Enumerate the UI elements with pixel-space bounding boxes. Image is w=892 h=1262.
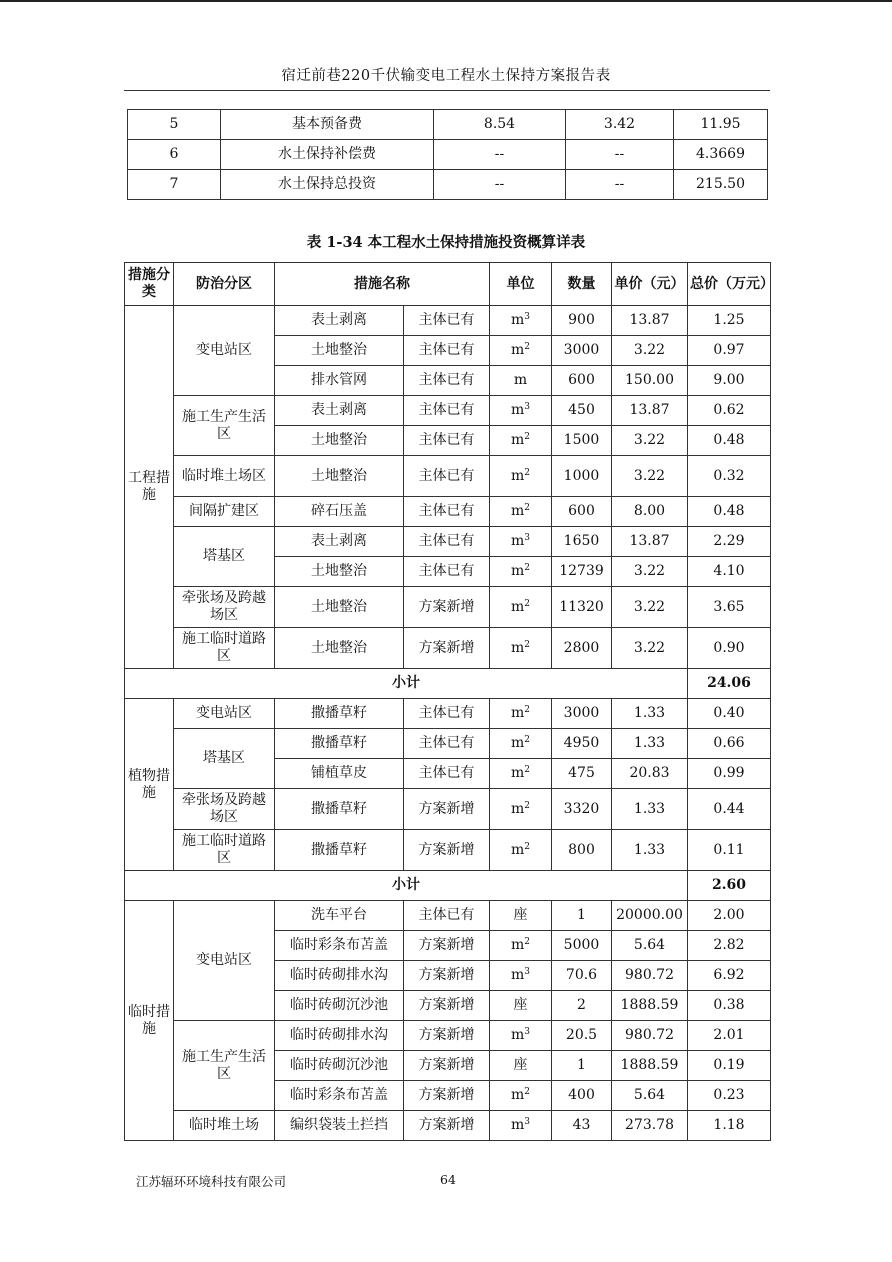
cost-value: --: [434, 140, 566, 170]
price-cell: 3.22: [612, 557, 688, 587]
measure-name: 临时砖砌沉沙池: [275, 1051, 404, 1081]
header-qty: 数量: [552, 263, 612, 306]
cost-total: 4.3669: [674, 140, 768, 170]
total-cell: 0.97: [688, 336, 771, 366]
zone-cell: 施工生产生活区: [174, 396, 275, 456]
header-zone: 防治分区: [174, 263, 275, 306]
total-cell: 0.32: [688, 456, 771, 497]
measure-source: 方案新增: [404, 931, 490, 961]
measure-source: 主体已有: [404, 557, 490, 587]
price-cell: 5.64: [612, 1081, 688, 1111]
price-cell: 3.22: [612, 456, 688, 497]
measure-source: 主体已有: [404, 366, 490, 396]
unit-cell: $m^3$: [490, 1021, 552, 1051]
unit-cell: $m^2$: [490, 426, 552, 456]
unit-cell: $m^2$: [490, 456, 552, 497]
category-cell: 临时措施: [125, 901, 174, 1141]
qty-cell: 1000: [552, 456, 612, 497]
price-cell: 980.72: [612, 1021, 688, 1051]
zone-cell: 间隔扩建区: [174, 497, 275, 527]
page-header-title: 宿迁前巷220千伏输变电工程水土保持方案报告表: [281, 68, 611, 84]
table-row: [128, 110, 768, 140]
total-cell: 2.82: [688, 931, 771, 961]
unit-cell: 座: [490, 1051, 552, 1081]
zone-cell: 牵张场及跨越场区: [174, 789, 275, 830]
unit-cell: $m^3$: [490, 1111, 552, 1141]
category-cell: 植物措施: [125, 699, 174, 871]
total-cell: 6.92: [688, 961, 771, 991]
total-cell: 0.62: [688, 396, 771, 426]
header-total: 总价（万元）: [688, 263, 771, 306]
summary-table: [127, 109, 768, 200]
measure-source: 方案新增: [404, 628, 490, 669]
price-cell: 3.22: [612, 587, 688, 628]
measure-name: 撒播草籽: [275, 729, 404, 759]
qty-cell: 400: [552, 1081, 612, 1111]
unit-cell: $m^2$: [490, 931, 552, 961]
cost-value: --: [566, 140, 674, 170]
measure-source: 主体已有: [404, 699, 490, 729]
zone-cell: 施工临时道路区: [174, 830, 275, 871]
table-row: [125, 789, 771, 830]
header-price: 单价（元）: [612, 263, 688, 306]
zone-cell: 临时堆土场区: [174, 456, 275, 497]
total-cell: 0.48: [688, 497, 771, 527]
qty-cell: 3000: [552, 699, 612, 729]
table-row: [125, 901, 771, 931]
unit-cell: 座: [490, 901, 552, 931]
measure-source: 主体已有: [404, 729, 490, 759]
total-cell: 0.11: [688, 830, 771, 871]
qty-cell: 800: [552, 830, 612, 871]
cost-total: 215.50: [674, 170, 768, 200]
qty-cell: 11320: [552, 587, 612, 628]
total-cell: 0.48: [688, 426, 771, 456]
measure-source: 方案新增: [404, 1081, 490, 1111]
zone-cell: 变电站区: [174, 699, 275, 729]
measure-source: 主体已有: [404, 759, 490, 789]
qty-cell: 2: [552, 991, 612, 1021]
price-cell: 3.22: [612, 628, 688, 669]
cost-value: 3.42: [566, 110, 674, 140]
unit-cell: $m^2$: [490, 729, 552, 759]
measure-source: 主体已有: [404, 527, 490, 557]
price-cell: 1888.59: [612, 1051, 688, 1081]
price-cell: 1.33: [612, 830, 688, 871]
zone-cell: 塔基区: [174, 729, 275, 789]
table-row: [125, 729, 771, 759]
measure-source: 方案新增: [404, 830, 490, 871]
total-cell: 0.90: [688, 628, 771, 669]
measure-name: 洗车平台: [275, 901, 404, 931]
qty-cell: 600: [552, 366, 612, 396]
total-cell: 3.65: [688, 587, 771, 628]
measure-source: 方案新增: [404, 1111, 490, 1141]
measure-source: 方案新增: [404, 961, 490, 991]
total-cell: 0.38: [688, 991, 771, 1021]
subtotal-row: [125, 871, 771, 901]
qty-cell: 3320: [552, 789, 612, 830]
zone-cell: 施工生产生活区: [174, 1021, 275, 1111]
qty-cell: 900: [552, 306, 612, 336]
qty-cell: 600: [552, 497, 612, 527]
price-cell: 3.22: [612, 426, 688, 456]
unit-cell: $m^2$: [490, 699, 552, 729]
measure-source: 主体已有: [404, 396, 490, 426]
top-border: [0, 0, 892, 2]
qty-cell: 1500: [552, 426, 612, 456]
category-cell: 工程措施: [125, 306, 174, 669]
unit-cell: $m^2$: [490, 336, 552, 366]
total-cell: 4.10: [688, 557, 771, 587]
header-unit: 单位: [490, 263, 552, 306]
unit-cell: $m^3$: [490, 961, 552, 991]
row-number: 5: [128, 110, 221, 140]
table-row: [125, 699, 771, 729]
measure-name: 铺植草皮: [275, 759, 404, 789]
measure-name: 临时砖砌排水沟: [275, 1021, 404, 1051]
unit-cell: $m^2$: [490, 759, 552, 789]
total-cell: 2.00: [688, 901, 771, 931]
cost-item: 基本预备费: [221, 110, 434, 140]
table-row: [128, 170, 768, 200]
measure-source: 方案新增: [404, 1051, 490, 1081]
price-cell: 1888.59: [612, 991, 688, 1021]
cost-value: --: [434, 170, 566, 200]
measure-name: 土地整治: [275, 587, 404, 628]
unit-cell: 座: [490, 991, 552, 1021]
measure-name: 土地整治: [275, 557, 404, 587]
unit-cell: $m^2$: [490, 830, 552, 871]
header-row: [125, 263, 771, 306]
qty-cell: 20.5: [552, 1021, 612, 1051]
table-row: [125, 587, 771, 628]
qty-cell: 43: [552, 1111, 612, 1141]
table-caption: 表 1-34 本工程水土保持措施投资概算详表: [306, 234, 586, 251]
measure-name: 临时彩条布苫盖: [275, 1081, 404, 1111]
row-number: 6: [128, 140, 221, 170]
measure-source: 主体已有: [404, 306, 490, 336]
unit-cell: $m^2$: [490, 789, 552, 830]
measure-name: 表土剥离: [275, 527, 404, 557]
qty-cell: 12739: [552, 557, 612, 587]
price-cell: 3.22: [612, 336, 688, 366]
measure-name: 撒播草籽: [275, 789, 404, 830]
measure-source: 主体已有: [404, 336, 490, 366]
qty-cell: 2800: [552, 628, 612, 669]
measure-name: 土地整治: [275, 336, 404, 366]
price-cell: 1.33: [612, 789, 688, 830]
total-cell: 0.66: [688, 729, 771, 759]
measure-source: 方案新增: [404, 587, 490, 628]
qty-cell: 450: [552, 396, 612, 426]
qty-cell: 1: [552, 1051, 612, 1081]
unit-cell: $m^2$: [490, 1081, 552, 1111]
total-cell: 0.44: [688, 789, 771, 830]
total-cell: 0.99: [688, 759, 771, 789]
total-cell: 1.25: [688, 306, 771, 336]
measure-source: 主体已有: [404, 497, 490, 527]
total-cell: 9.00: [688, 366, 771, 396]
cost-total: 11.95: [674, 110, 768, 140]
unit-cell: $m^3$: [490, 396, 552, 426]
qty-cell: 3000: [552, 336, 612, 366]
measure-source: 方案新增: [404, 991, 490, 1021]
measure-name: 临时彩条布苫盖: [275, 931, 404, 961]
price-cell: 20000.00: [612, 901, 688, 931]
cost-item: 水土保持补偿费: [221, 140, 434, 170]
measure-name: 表土剥离: [275, 306, 404, 336]
total-cell: 1.18: [688, 1111, 771, 1141]
measure-source: 主体已有: [404, 901, 490, 931]
measure-name: 编织袋装土拦挡: [275, 1111, 404, 1141]
measure-name: 排水管网: [275, 366, 404, 396]
unit-cell: $m^3$: [490, 527, 552, 557]
row-number: 7: [128, 170, 221, 200]
measure-name: 土地整治: [275, 426, 404, 456]
header-rule: [124, 90, 770, 91]
unit-cell: $m^2$: [490, 557, 552, 587]
page-number: 64: [440, 1172, 456, 1187]
price-cell: 1.33: [612, 699, 688, 729]
unit-cell: $m^2$: [490, 628, 552, 669]
subtotal-value: 2.60: [688, 871, 771, 901]
header-category: 措施分类: [125, 263, 174, 306]
total-cell: 0.23: [688, 1081, 771, 1111]
price-cell: 8.00: [612, 497, 688, 527]
cost-value: --: [566, 170, 674, 200]
subtotal-label: 小计: [125, 871, 688, 901]
table-row: [128, 140, 768, 170]
detail-table: [124, 262, 774, 1141]
qty-cell: 1650: [552, 527, 612, 557]
subtotal-label: 小计: [125, 669, 688, 699]
zone-cell: 牵张场及跨越场区: [174, 587, 275, 628]
price-cell: 13.87: [612, 306, 688, 336]
unit-cell: m: [490, 366, 552, 396]
price-cell: 5.64: [612, 931, 688, 961]
cost-item: 水土保持总投资: [221, 170, 434, 200]
table-row: [125, 306, 771, 336]
measure-source: 主体已有: [404, 426, 490, 456]
measure-name: 临时砖砌排水沟: [275, 961, 404, 991]
measure-source: 主体已有: [404, 456, 490, 497]
table-row: [125, 628, 771, 669]
unit-cell: $m^3$: [490, 306, 552, 336]
qty-cell: 70.6: [552, 961, 612, 991]
table-row: [125, 396, 771, 426]
measure-name: 碎石压盖: [275, 497, 404, 527]
zone-cell: 塔基区: [174, 527, 275, 587]
table-row: [125, 830, 771, 871]
zone-cell: 变电站区: [174, 901, 275, 1021]
table-row: [125, 1021, 771, 1051]
qty-cell: 1: [552, 901, 612, 931]
measure-source: 方案新增: [404, 1021, 490, 1051]
table-row: [125, 497, 771, 527]
measure-name: 撒播草籽: [275, 830, 404, 871]
measure-name: 土地整治: [275, 628, 404, 669]
price-cell: 20.83: [612, 759, 688, 789]
measure-source: 方案新增: [404, 789, 490, 830]
measure-name: 土地整治: [275, 456, 404, 497]
header-measure: 措施名称: [275, 263, 490, 306]
cost-value: 8.54: [434, 110, 566, 140]
total-cell: 0.40: [688, 699, 771, 729]
table-row: [125, 456, 771, 497]
subtotal-row: [125, 669, 771, 699]
subtotal-value: 24.06: [688, 669, 771, 699]
price-cell: 1.33: [612, 729, 688, 759]
zone-cell: 施工临时道路区: [174, 628, 275, 669]
measure-name: 表土剥离: [275, 396, 404, 426]
zone-cell: 临时堆土场: [174, 1111, 275, 1141]
table-row: [125, 527, 771, 557]
price-cell: 150.00: [612, 366, 688, 396]
unit-cell: $m^2$: [490, 497, 552, 527]
footer-company: 江苏辐环环境科技有限公司: [136, 1174, 287, 1189]
table-row: [125, 1111, 771, 1141]
price-cell: 980.72: [612, 961, 688, 991]
price-cell: 273.78: [612, 1111, 688, 1141]
measure-name: 临时砖砌沉沙池: [275, 991, 404, 1021]
zone-cell: 变电站区: [174, 306, 275, 396]
total-cell: 0.19: [688, 1051, 771, 1081]
unit-cell: $m^2$: [490, 587, 552, 628]
qty-cell: 4950: [552, 729, 612, 759]
total-cell: 2.01: [688, 1021, 771, 1051]
price-cell: 13.87: [612, 527, 688, 557]
measure-name: 撒播草籽: [275, 699, 404, 729]
price-cell: 13.87: [612, 396, 688, 426]
total-cell: 2.29: [688, 527, 771, 557]
qty-cell: 475: [552, 759, 612, 789]
qty-cell: 5000: [552, 931, 612, 961]
